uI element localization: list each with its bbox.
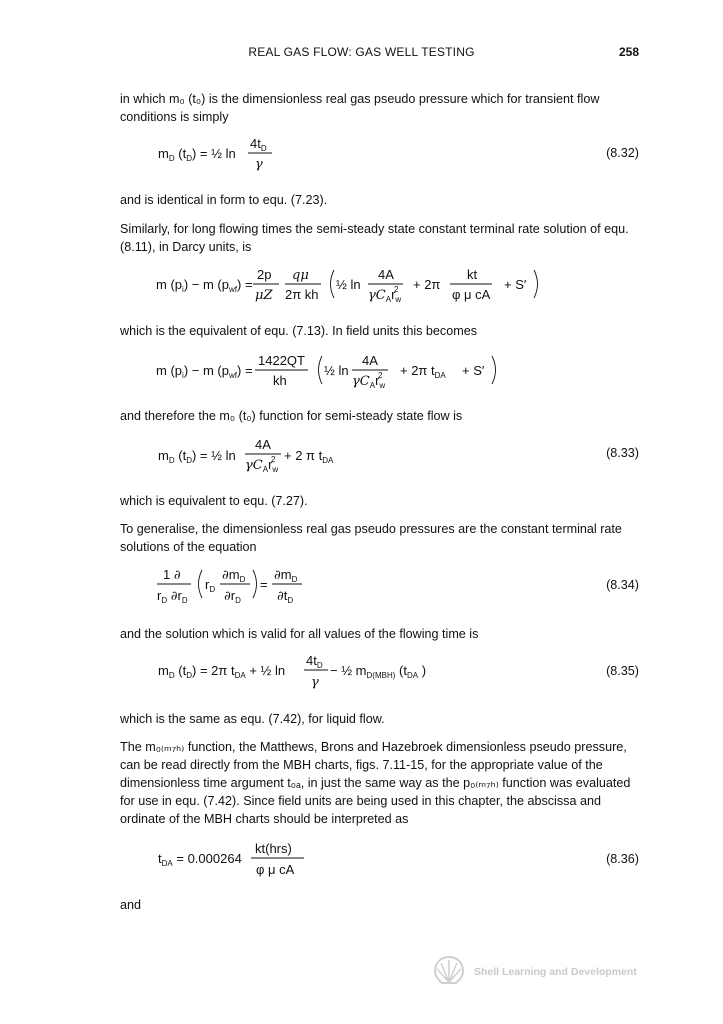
paragraph-6: which is equivalent to equ. (7.27). (120, 494, 308, 508)
svg-text:φ μ cA: φ μ cA (256, 862, 295, 877)
svg-text:qμ: qμ (292, 268, 309, 283)
svg-text:2: 2 (271, 455, 276, 464)
paragraph-9: which is the same as equ. (7.42), for liquid flow. (120, 712, 385, 726)
svg-text:γ: γ (311, 675, 319, 690)
svg-text:2p: 2p (257, 267, 272, 282)
svg-text:2π kh: 2π kh (285, 287, 319, 302)
svg-text:∂tD: $\partial t_D$ (277, 588, 294, 605)
svg-text:∂mD: $\partial m_D$ (274, 567, 298, 584)
equation-8-33 (0, 436, 723, 496)
svg-text:φ μ cA: φ μ cA (452, 287, 491, 302)
paragraph-2: and is identical in form to equ. (7.23). (120, 193, 328, 207)
paragraph-3: Similarly, for long flowing times the semi-steady state constant terminal rate solution of equ. (8.11), in Darcy units, is (120, 222, 629, 254)
svg-text:+ 2 π tDA: + 2 π $t_{DA}$ (284, 448, 334, 465)
equation-field-units-graphic (0, 350, 723, 396)
svg-text:4tD: $4t_D$ (306, 653, 323, 670)
svg-text:mD (tD) = ½ ln: $m_D$ $(t_D)$ = ½ ln (158, 146, 236, 163)
svg-text:+ S′: + S′ (504, 277, 527, 292)
svg-text:kt(hrs): kt(hrs) (255, 841, 292, 856)
svg-text:m (pi) − m (pwf) =: m $(p_i) - m$ $(p_{wf})$ = (156, 277, 253, 294)
svg-text:+ S′: + S′ (462, 363, 485, 378)
svg-text:γCArw: $\gamma C_Ar_w$ (352, 373, 386, 390)
svg-text:mD (tD) = ½ ln: $m_D$ $(t_D)$ = ½ ln (158, 448, 236, 465)
svg-text:2: 2 (394, 285, 399, 294)
equation-8-34 (0, 564, 723, 624)
paragraph-5: and therefore the m₀ (t₀) function for semi-steady state flow is (120, 409, 463, 423)
svg-text:1422QT: 1422QT (258, 353, 305, 368)
equation-darcy (0, 264, 723, 324)
svg-text:=: = (260, 577, 268, 592)
footer-logo (432, 954, 642, 988)
shell-logo-icon (432, 954, 466, 988)
equation-number-8-32: (8.32) (606, 146, 639, 160)
equation-number-8-35: (8.35) (606, 664, 639, 678)
svg-text:4A: 4A (378, 267, 394, 282)
equation-darcy-graphic (0, 264, 723, 310)
page-number: 258 (618, 45, 639, 59)
equation-8-32 (0, 132, 723, 192)
svg-text:tDA = 0.000264: $t_{DA} = 0.000264$ (158, 851, 242, 868)
equation-number-8-34: (8.34) (606, 578, 639, 592)
paragraph-10: The m₀₍ₘ₇ₕ₎ function, the Matthews, Brons and Hazebroek dimensionless pseudo pressure, can be read directly from the MBH charts, figs. 7.11-15, for the appropriate value of the dimensionless time argument t₀ₐ, in just the same way as the p₀₍ₘ₇ₕ₎ function was evaluated for use in equ. (7.42). Since field units are being used in this chapter, the abscissa and ordinate of the MBH charts should be interpreted as (120, 740, 631, 826)
svg-text:4A: 4A (255, 437, 271, 452)
svg-text:γCArw: $\gamma C_Ar_w$ (245, 457, 279, 474)
svg-text:2: 2 (378, 371, 383, 380)
svg-text:½ ln: ½ ln (324, 363, 349, 378)
svg-text:+ 2π tDA: + 2π $t_{DA}$ (400, 363, 446, 380)
equation-field-units (0, 350, 723, 410)
equation-8-35 (0, 650, 723, 710)
paragraph-1: in which m₀ (t₀) is the dimensionless real gas pseudo pressure which for transient flow conditions is simply (120, 92, 600, 124)
paragraph-4: which is the equivalent of equ. (7.13). In field units this becomes (120, 324, 478, 338)
paragraph-8: and the solution which is valid for all values of the flowing time is (120, 627, 479, 641)
paragraph-11: and (120, 898, 142, 912)
svg-text:∂mD: $\partial m_D$ (222, 567, 246, 584)
svg-text:+ 2π: + 2π (413, 277, 441, 292)
footer-logo-text: Shell Learning and Development (474, 966, 637, 978)
equation-8-36 (0, 838, 723, 898)
svg-text:4A: 4A (362, 353, 378, 368)
svg-text:kh: kh (273, 373, 287, 388)
equation-number-8-36: (8.36) (606, 852, 639, 866)
svg-text:γCArw: $\gamma C_Ar_w$ (368, 287, 402, 304)
svg-text:4tD: $4t_D$ (250, 136, 267, 153)
svg-text:m (pi) − m (pwf) =: m $(p_i) - m$ $(p_{wf})$ = (156, 363, 253, 380)
svg-text:rD ∂rD: $r_D$ $\partial r_D$ (157, 588, 188, 605)
svg-text:∂rD: $\partial r_D$ (224, 588, 241, 605)
svg-text:rD: $r_D$ (205, 577, 216, 594)
svg-text:½ ln: ½ ln (336, 277, 361, 292)
svg-text:kt: kt (467, 267, 478, 282)
svg-text:1 ∂: 1 ∂ (163, 567, 181, 583)
running-header: REAL GAS FLOW: GAS WELL TESTING (248, 45, 475, 59)
svg-text:− ½ mD(MBH) (tDA ): − ½ $m_{D(MBH)}$ ($t_{DA}$ ) (330, 663, 427, 680)
paragraph-7: To generalise, the dimensionless real gas pseudo pressures are the constant terminal rate solutions of the equation (120, 522, 622, 554)
svg-text:μZ: μZ (255, 288, 273, 303)
svg-text:mD (tD) = 2π tDA + ½ ln: $m_D$ $(t_D) = 2\pi$ $t_{DA}$ + ½ ln (158, 663, 286, 680)
equation-number-8-33: (8.33) (606, 446, 639, 460)
svg-text:γ: γ (255, 157, 263, 172)
